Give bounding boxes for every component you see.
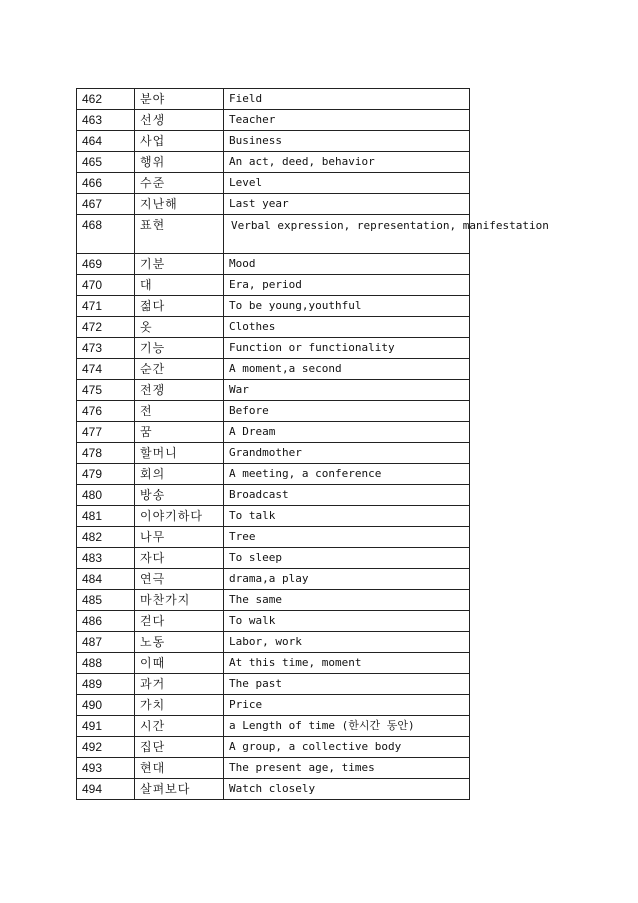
row-number-cell: 462 — [77, 89, 135, 110]
korean-word-cell: 전쟁 — [135, 380, 224, 401]
english-meaning-cell: An act, deed, behavior — [224, 152, 470, 173]
korean-word-cell: 분야 — [135, 89, 224, 110]
row-number-cell: 486 — [77, 611, 135, 632]
row-number-cell: 477 — [77, 422, 135, 443]
korean-word-cell: 집단 — [135, 737, 224, 758]
row-number-cell: 482 — [77, 527, 135, 548]
table-row — [77, 695, 470, 716]
row-number-cell: 492 — [77, 737, 135, 758]
row-number-cell: 466 — [77, 173, 135, 194]
table-row — [77, 590, 470, 611]
korean-word-cell: 수준 — [135, 173, 224, 194]
korean-word-cell: 대 — [135, 275, 224, 296]
korean-word-cell: 과거 — [135, 674, 224, 695]
korean-word-cell: 이야기하다 — [135, 506, 224, 527]
table-row — [77, 779, 470, 800]
english-meaning-cell: Function or functionality — [224, 338, 470, 359]
english-meaning-cell: Mood — [224, 254, 470, 275]
table-row — [77, 296, 470, 317]
table-row — [77, 443, 470, 464]
korean-word-cell: 살펴보다 — [135, 779, 224, 800]
korean-word-cell: 기능 — [135, 338, 224, 359]
row-number-cell: 479 — [77, 464, 135, 485]
table-row — [77, 317, 470, 338]
english-meaning-cell: Teacher — [224, 110, 470, 131]
english-meaning-cell: Tree — [224, 527, 470, 548]
korean-word-cell: 방송 — [135, 485, 224, 506]
english-meaning-cell: a Length of time (한시간 동안) — [224, 716, 470, 737]
english-meaning-cell: At this time, moment — [224, 653, 470, 674]
table-row — [77, 716, 470, 737]
korean-word-cell: 행위 — [135, 152, 224, 173]
korean-word-cell: 마찬가지 — [135, 590, 224, 611]
table-row — [77, 611, 470, 632]
english-meaning-cell: Before — [224, 401, 470, 422]
korean-word-cell: 기분 — [135, 254, 224, 275]
table-row — [77, 359, 470, 380]
table-row — [77, 569, 470, 590]
korean-word-cell: 시간 — [135, 716, 224, 737]
korean-word-cell: 표현 — [135, 215, 224, 254]
row-number-cell: 483 — [77, 548, 135, 569]
table-row — [77, 401, 470, 422]
row-number-cell: 472 — [77, 317, 135, 338]
korean-word-cell: 현대 — [135, 758, 224, 779]
table-row — [77, 194, 470, 215]
row-number-cell: 491 — [77, 716, 135, 737]
english-meaning-cell: Grandmother — [224, 443, 470, 464]
vocabulary-table — [76, 88, 549, 800]
table-row — [77, 653, 470, 674]
english-meaning-cell: A moment,a second — [224, 359, 470, 380]
english-meaning-cell: drama,a play — [224, 569, 470, 590]
english-meaning-cell: War — [224, 380, 470, 401]
table-row — [77, 89, 470, 110]
english-meaning-cell: The same — [224, 590, 470, 611]
english-meaning-cell: To talk — [224, 506, 470, 527]
korean-word-cell: 지난해 — [135, 194, 224, 215]
table-row — [77, 506, 470, 527]
row-number-cell: 468 — [77, 215, 135, 254]
row-number-cell: 471 — [77, 296, 135, 317]
table-row — [77, 737, 470, 758]
korean-word-cell: 순간 — [135, 359, 224, 380]
english-meaning-cell: The present age, times — [224, 758, 470, 779]
english-meaning-cell: Era, period — [224, 275, 470, 296]
korean-word-cell: 걷다 — [135, 611, 224, 632]
row-number-cell: 494 — [77, 779, 135, 800]
table-row — [77, 338, 470, 359]
table-row — [77, 485, 470, 506]
row-number-cell: 469 — [77, 254, 135, 275]
table-row — [77, 275, 470, 296]
korean-word-cell: 전 — [135, 401, 224, 422]
english-meaning-cell: Clothes — [224, 317, 470, 338]
english-meaning-cell: Watch closely — [224, 779, 470, 800]
row-number-cell: 490 — [77, 695, 135, 716]
row-number-cell: 475 — [77, 380, 135, 401]
english-meaning-cell: Business — [224, 131, 470, 152]
english-meaning-cell: To be young,youthful — [224, 296, 470, 317]
table-row — [77, 152, 470, 173]
english-meaning-cell: A group, a collective body — [224, 737, 470, 758]
english-meaning-cell: Labor, work — [224, 632, 470, 653]
korean-word-cell: 자다 — [135, 548, 224, 569]
korean-word-cell: 젊다 — [135, 296, 224, 317]
row-number-cell: 481 — [77, 506, 135, 527]
english-meaning-cell: Broadcast — [224, 485, 470, 506]
table-row — [77, 464, 470, 485]
table-row — [77, 131, 470, 152]
row-number-cell: 488 — [77, 653, 135, 674]
english-meaning-cell: The past — [224, 674, 470, 695]
row-number-cell: 476 — [77, 401, 135, 422]
korean-word-cell: 할머니 — [135, 443, 224, 464]
row-number-cell: 474 — [77, 359, 135, 380]
english-meaning-cell: Last year — [224, 194, 470, 215]
row-number-cell: 480 — [77, 485, 135, 506]
korean-word-cell: 선생 — [135, 110, 224, 131]
english-meaning-cell: Verbal expression, representation, manifestation — [224, 215, 470, 254]
table-row — [77, 380, 470, 401]
row-number-cell: 467 — [77, 194, 135, 215]
korean-word-cell: 사업 — [135, 131, 224, 152]
english-meaning-cell: A Dream — [224, 422, 470, 443]
row-number-cell: 463 — [77, 110, 135, 131]
row-number-cell: 484 — [77, 569, 135, 590]
row-number-cell: 478 — [77, 443, 135, 464]
korean-word-cell: 가치 — [135, 695, 224, 716]
korean-word-cell: 회의 — [135, 464, 224, 485]
table-row — [77, 254, 470, 275]
row-number-cell: 473 — [77, 338, 135, 359]
english-meaning-cell: Level — [224, 173, 470, 194]
korean-word-cell: 이때 — [135, 653, 224, 674]
table-row — [77, 110, 470, 131]
row-number-cell: 493 — [77, 758, 135, 779]
table-row — [77, 422, 470, 443]
table-row — [77, 758, 470, 779]
row-number-cell: 470 — [77, 275, 135, 296]
table-row — [77, 527, 470, 548]
table-row — [77, 173, 470, 194]
english-meaning-cell: To walk — [224, 611, 470, 632]
row-number-cell: 465 — [77, 152, 135, 173]
table-row — [77, 215, 470, 254]
row-number-cell: 489 — [77, 674, 135, 695]
row-number-cell: 487 — [77, 632, 135, 653]
korean-word-cell: 옷 — [135, 317, 224, 338]
row-number-cell: 485 — [77, 590, 135, 611]
vocabulary-table-body — [77, 89, 549, 800]
korean-word-cell: 나무 — [135, 527, 224, 548]
english-meaning-cell: To sleep — [224, 548, 470, 569]
table-row — [77, 674, 470, 695]
english-meaning-cell: A meeting, a conference — [224, 464, 470, 485]
table-row — [77, 548, 470, 569]
korean-word-cell: 연극 — [135, 569, 224, 590]
korean-word-cell: 꿈 — [135, 422, 224, 443]
row-number-cell: 464 — [77, 131, 135, 152]
english-meaning-cell: Field — [224, 89, 470, 110]
korean-word-cell: 노동 — [135, 632, 224, 653]
english-meaning-cell: Price — [224, 695, 470, 716]
table-row — [77, 632, 470, 653]
